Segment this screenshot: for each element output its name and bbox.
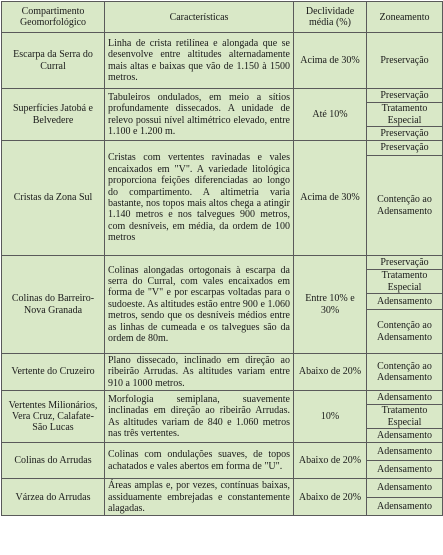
caracteristicas-cell: Colinas alongadas ortogonais à escarpa da serra do Curral, com vales encaixados em forma de "V" e por escarpas voltadas para o sudoeste. As altitudes estão entre 900 e 1.060 metros, sendo que os desníveis médios entre as linhas de cumeada e os talvegues são da ordem de 80m.	[105, 256, 294, 354]
header-compartimento: Compartimento Geomorfológico	[2, 2, 105, 33]
zoneamento-cell: Preservação	[367, 33, 443, 89]
declividade-cell: 10%	[294, 391, 367, 443]
compartimento-cell: Escarpa da Serra do Curral	[2, 33, 105, 89]
caracteristicas-cell: Áreas amplas e, por vezes, contínuas baixas, assiduamente embrejadas e constantemente alagadas.	[105, 479, 294, 516]
table-row	[2, 391, 443, 405]
table-row	[2, 443, 443, 461]
caracteristicas-cell: Morfologia semiplana, suavemente inclinadas em direção ao ribeirão Arrudas. As altitudes variam de 840 e 1.060 metros nas três vertentes.	[105, 391, 294, 443]
zoneamento-cell: Contenção ao Adensamento	[367, 310, 443, 354]
declividade-cell: Acima de 30%	[294, 33, 367, 89]
zoneamento-cell: Adensamento	[367, 497, 443, 516]
compartimento-cell: Cristas da Zona Sul	[2, 141, 105, 256]
compartimento-cell: Vertentes Milionários, Vera Cruz, Calafate-São Lucas	[2, 391, 105, 443]
header-declividade: Declividade média (%)	[294, 2, 367, 33]
caracteristicas-cell: Cristas com vertentes ravinadas e vales encaixados em "V". A variedade litológica proporciona feições diferenciadas ao longo do compartimento. A altimetria varia bastante, nos topos mais altos chega a atingir 1.140 metros e nos talvegues 900 metros, com desníveis, em média, da ordem de 100 metros	[105, 141, 294, 256]
table-row	[2, 256, 443, 270]
caracteristicas-cell: Colinas com ondulações suaves, de topos achatados e vales abertos em forma de "U".	[105, 443, 294, 479]
caracteristicas-cell: Plano dissecado, inclinado em direção ao ribeirão Arrudas. As altitudes variam entre 910 a 1000 metros.	[105, 354, 294, 391]
header-caracteristicas: Características	[105, 2, 294, 33]
compartimento-cell: Vertente do Cruzeiro	[2, 354, 105, 391]
zoneamento-cell: Preservação	[367, 256, 443, 270]
declividade-cell: Abaixo de 20%	[294, 479, 367, 516]
table-row	[2, 479, 443, 498]
table-row	[2, 354, 443, 391]
zoneamento-cell: Adensamento	[367, 429, 443, 443]
table-row	[2, 141, 443, 156]
zoneamento-cell: Adensamento	[367, 391, 443, 405]
zoneamento-cell: Tratamento Especial	[367, 103, 443, 127]
caracteristicas-cell: Linha de crista retilínea e alongada que se desenvolve entre altitudes alternadamente mais altas e baixas que vão de 1.150 à 1500 metros.	[105, 33, 294, 89]
compartimento-cell: Várzea do Arrudas	[2, 479, 105, 516]
caracteristicas-cell: Tabuleiros ondulados, em meio a sítios profundamente dissecados. A unidade de relevo possui nível altimétrico elevado, entre 1.100 e 1.200 m.	[105, 89, 294, 141]
zoneamento-cell: Tratamento Especial	[367, 270, 443, 294]
declividade-cell: Abaixo de 20%	[294, 443, 367, 479]
zoneamento-cell: Adensamento	[367, 479, 443, 498]
header-zoneamento: Zoneamento	[367, 2, 443, 33]
declividade-cell: Abaixo de 20%	[294, 354, 367, 391]
zoneamento-cell: Preservação	[367, 141, 443, 156]
declividade-cell: Acima de 30%	[294, 141, 367, 256]
declividade-cell: Até 10%	[294, 89, 367, 141]
table-row	[2, 89, 443, 103]
table-row	[2, 33, 443, 89]
zoneamento-cell: Preservação	[367, 89, 443, 103]
zoneamento-cell: Adensamento	[367, 461, 443, 479]
zoneamento-cell: Contenção ao Adensamento	[367, 156, 443, 256]
compartimento-cell: Colinas do Arrudas	[2, 443, 105, 479]
declividade-cell: Entre 10% e 30%	[294, 256, 367, 354]
geomorphology-table	[1, 1, 443, 516]
zoneamento-cell: Adensamento	[367, 443, 443, 461]
zoneamento-cell: Preservação	[367, 127, 443, 141]
zoneamento-cell: Contenção ao Adensamento	[367, 354, 443, 391]
compartimento-cell: Superfícies Jatobá e Belvedere	[2, 89, 105, 141]
header-row	[2, 2, 443, 33]
zoneamento-cell: Tratamento Especial	[367, 405, 443, 429]
zoneamento-cell: Adensamento	[367, 294, 443, 310]
compartimento-cell: Colinas do Barreiro-Nova Granada	[2, 256, 105, 354]
